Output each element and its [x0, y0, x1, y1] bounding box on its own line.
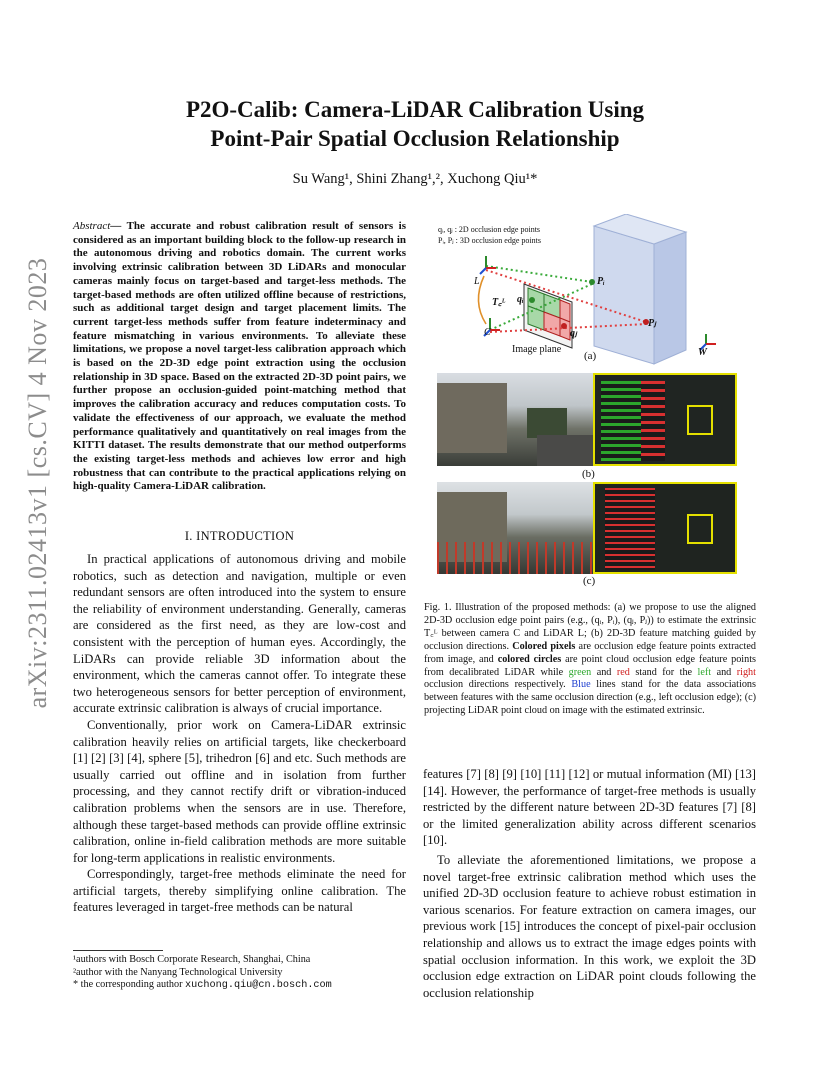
subfigure-b-label: (b): [582, 468, 595, 480]
abstract: [73, 220, 406, 494]
arxiv-identifier: arXiv:2311.02413v1 [cs.CV] 4 Nov 2023: [23, 257, 52, 709]
image-plane-label: Image plane: [512, 344, 562, 355]
inset-highlight-box: [687, 405, 713, 435]
figure-1b-photo: [437, 373, 737, 466]
paragraph: In practical applications of autonomous driving and mobile robotics, such as detection and navigation, multiple or even redundant sensors are often introduced into the system to ensure the reliability of environment understanding. Generally, cameras are considered as the first need, as they are low-cost and consistent with the perception of human eyes. Accordingly, the LiDARs can provide reliable 3D information about the environment, which the cameras cannot offer. To integrate these two heterogeneous sensors for better perception of environment, accurate extrinsic calibration is always of crucial importance.: [73, 552, 406, 716]
label-Pj: Pⱼ: [648, 318, 656, 329]
label-W: W: [698, 347, 707, 358]
legend-3d: Pᵢ, Pⱼ : 3D occlusion edge points: [438, 236, 541, 245]
point-Pi: [589, 279, 595, 285]
figure-legend: [438, 224, 541, 246]
wall-front-face: [594, 226, 654, 364]
inset-left-column: [601, 381, 641, 461]
projected-points: [437, 542, 593, 574]
point-qj: [561, 323, 567, 329]
lidar-frame-icon: [480, 256, 496, 274]
label-qi: qᵢ: [517, 294, 524, 305]
right-column-body: [423, 766, 756, 1001]
title-line-2: Point-Pair Spatial Occlusion Relationship: [210, 126, 620, 151]
trees: [527, 408, 567, 438]
label-T: T꜀ᴸ: [492, 297, 506, 308]
section-heading-introduction: I. INTRODUCTION: [184, 529, 295, 543]
zoom-inset-b: [593, 373, 737, 466]
footnote-rule: [73, 950, 163, 951]
author-list: Su Wang¹, Shini Zhang¹,², Xuchong Qiu¹*: [292, 171, 538, 187]
corresponding-email: xuchong.qiu@cn.bosch.com: [185, 980, 332, 991]
abstract-label: Abstract: [73, 220, 111, 232]
building-left: [437, 383, 507, 453]
image-plane-grid: [524, 284, 572, 348]
label-L: L: [474, 276, 480, 287]
left-column-body: [73, 551, 406, 916]
subfigure-a-label: (a): [584, 350, 597, 362]
wall-side-face: [654, 232, 686, 364]
figure-1c-photo: [437, 482, 737, 574]
title-line-1: P2O-Calib: Camera-LiDAR Calibration Using: [185, 97, 645, 122]
inset-highlight-box: [687, 514, 713, 544]
paragraph: Conventionally, prior work on Camera-LiDAR extrinsic calibration heavily relies on artificial targets, like checkerboard [1] [2] [3] [4], sphere [5], trihedron [6] and etc. Such methods are usually carried out offline and in isolation from further processing, and they cannot rectify drift or vibration-induced calibration problems when the sensors are in use. Therefore, although these target-based methods can provide offline extrinsic calibration, online in-field calibration methods are more suitable for long-term applications in realistic environments.: [73, 717, 406, 865]
point-qi: [529, 297, 535, 303]
label-Pi: Pᵢ: [597, 276, 605, 287]
footnotes: [73, 954, 413, 993]
footnote-2: ²author with the Nanyang Technological University: [73, 966, 283, 978]
legend-2d: qᵢ, qⱼ : 2D occlusion edge points: [438, 225, 541, 234]
label-qj: qⱼ: [570, 328, 577, 339]
paragraph: Correspondingly, target-free methods eliminate the need for artificial targets, thereby simplifying online calibration. The features leveraged in target-free methods can be natural: [73, 867, 406, 915]
paper-title: [80, 95, 750, 153]
footnote-1: ¹authors with Bosch Corporate Research, Shanghai, China: [73, 954, 311, 965]
inset-red-column: [641, 381, 665, 461]
zoom-inset-c: [593, 482, 737, 574]
subfigure-c-label: (c): [583, 575, 596, 587]
label-C: C: [484, 327, 491, 338]
abstract-text: — The accurate and robust calibration result of sensors is considered as an important building block to the follow-up research in the autonomous driving and robotics domain. The current works involving extrinsic calibration between 3D LiDARs and monocular cameras mainly focus on target-based and target-less methods. The target-based methods are often utilized offline because of restrictions, such as additional target design and target placement limits. The current target-less methods suffer from feature indeterminacy and feature mismatching in various environments. To alleviate these limitations, we propose a novel target-less calibration approach which is based on the 2D-3D edge point extraction using the occlusion relationship in 3D space. Based on the extracted 2D-3D point pairs, we further propose an occlusion-guided point-matching method that improves the calibration accuracy and reduces computation costs. To validate the effectiveness of our approach, we evaluate the method performance qualitatively and quantitatively on real images from the KITTI dataset. The results demonstrate that our method outperforms the existing target-less methods and achieves low error and high robustness that can contribute to the practical applications relying on high-quality Camera-LiDAR calibration.: [73, 220, 406, 493]
paragraph: features [7] [8] [9] [10] [11] [12] or mutual information (MI) [13] [14]. However, the performance of target-free methods is usually restricted by the different nature between 2D-3D features [7] [8] or the limited generalization ability across different scenarios [10].: [423, 767, 756, 848]
footnote-3: * the corresponding author xuchong.qiu@cn.bosch.com: [73, 979, 332, 991]
ray-green-1: [486, 266, 592, 282]
inset-red-points: [605, 488, 655, 570]
figure-caption: Fig. 1. Illustration of the proposed methods: (a) we propose to use the aligned 2D-3D occlusion edge point pairs (e.g., (qᵢ, Pᵢ), (qⱼ, Pⱼ)) to estimate the extrinsic T꜀ᴸ between camera C and LiDAR L; (b) 2D-3D feature matching guided by occlusion directions. Colored pixels are occlusion edge feature points extracted from image, and colored circles are point cloud occlusion edge feature points from decalibrated LiDAR while green and red stand for the left and right occlusion directions respectively. Blue lines stand for the data associations between features with the same occlusion direction (e.g., left occlusion edge); (c) projecting LiDAR point cloud on image with the estimated extrinsic.: [424, 602, 757, 717]
paragraph: To alleviate the aforementioned limitations, we propose a novel target-free extrinsic calibration method which uses the unified 2D-3D occlusion feature to achieve robust estimation in various scenarios. For feature extraction on camera images, our previous work [15] introduces the concept of pixel-pair occlusion relationship and allows us to extract the image edges points with spatial occlusion information. In this work, we exploit the 3D occlusion edge extraction on LiDAR point clouds following the occlusion relationship: [423, 852, 756, 1000]
